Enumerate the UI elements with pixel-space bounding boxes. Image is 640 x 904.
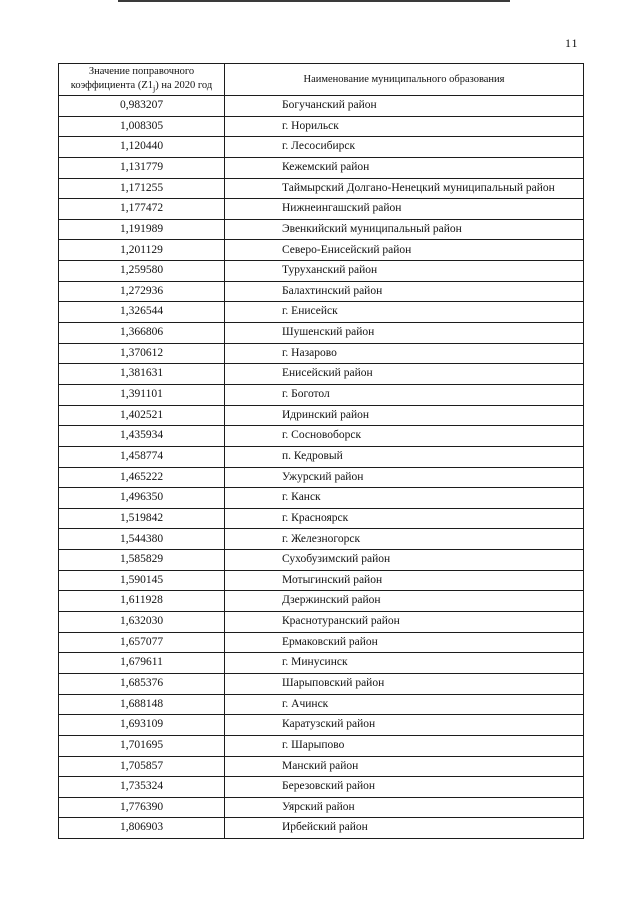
municipality-cell: г. Шарыпово: [225, 735, 584, 756]
municipality-cell: г. Канск: [225, 488, 584, 509]
top-rule-line: [118, 0, 510, 2]
header-coefficient-subscript: j: [153, 83, 156, 93]
table-row: [59, 673, 584, 694]
municipality-cell: г. Назарово: [225, 343, 584, 364]
coefficient-cell: 1,705857: [59, 756, 225, 777]
municipality-cell: г. Боготол: [225, 384, 584, 405]
table-row: [59, 467, 584, 488]
coefficient-cell: 1,458774: [59, 446, 225, 467]
municipality-cell: п. Кедровый: [225, 446, 584, 467]
coefficient-cell: 1,685376: [59, 673, 225, 694]
coefficient-cell: 1,657077: [59, 632, 225, 653]
table-row: [59, 632, 584, 653]
coefficient-cell: 1,688148: [59, 694, 225, 715]
municipality-cell: Сухобузимский район: [225, 550, 584, 571]
municipality-cell: Идринский район: [225, 405, 584, 426]
table-row: [59, 694, 584, 715]
municipality-cell: Мотыгинский район: [225, 570, 584, 591]
coefficient-cell: 1,735324: [59, 777, 225, 798]
table-row: [59, 240, 584, 261]
municipality-cell: г. Сосновоборск: [225, 426, 584, 447]
municipality-cell: г. Железногорск: [225, 529, 584, 550]
coefficient-cell: 1,435934: [59, 426, 225, 447]
coefficient-cell: 1,465222: [59, 467, 225, 488]
municipality-cell: Березовский район: [225, 777, 584, 798]
table-body: [59, 96, 584, 839]
table-row: [59, 116, 584, 137]
coefficient-cell: 1,679611: [59, 653, 225, 674]
coefficient-cell: 1,585829: [59, 550, 225, 571]
table-row: [59, 446, 584, 467]
table-row: [59, 550, 584, 571]
table-row: [59, 157, 584, 178]
table-row: [59, 137, 584, 158]
header-municipality: Наименование муниципального образования: [225, 64, 584, 96]
table-row: [59, 261, 584, 282]
municipality-cell: г. Енисейск: [225, 302, 584, 323]
municipality-cell: Балахтинский район: [225, 281, 584, 302]
coefficient-cell: 1,370612: [59, 343, 225, 364]
municipality-cell: Шарыповский район: [225, 673, 584, 694]
municipality-cell: Северо-Енисейский район: [225, 240, 584, 261]
municipality-cell: Уярский район: [225, 797, 584, 818]
table-row: [59, 323, 584, 344]
municipality-cell: Ужурский район: [225, 467, 584, 488]
coefficient-cell: 1,590145: [59, 570, 225, 591]
header-coefficient: [59, 64, 225, 96]
coefficient-cell: 1,191989: [59, 219, 225, 240]
header-coefficient-line2-prefix: коэффициента (Z1: [70, 79, 153, 91]
table-row: [59, 488, 584, 509]
table-row: [59, 96, 584, 117]
coefficient-cell: 1,632030: [59, 612, 225, 633]
municipality-cell: Дзержинский район: [225, 591, 584, 612]
coefficient-table: [58, 63, 584, 839]
table-row: [59, 818, 584, 839]
municipality-cell: Туруханский район: [225, 261, 584, 282]
table-row: [59, 529, 584, 550]
municipality-cell: Ирбейский район: [225, 818, 584, 839]
table-row: [59, 384, 584, 405]
table-row: [59, 281, 584, 302]
table-row: [59, 302, 584, 323]
municipality-cell: г. Лесосибирск: [225, 137, 584, 158]
municipality-cell: Шушенский район: [225, 323, 584, 344]
table-row: [59, 508, 584, 529]
municipality-cell: Каратузский район: [225, 715, 584, 736]
coefficient-cell: 1,776390: [59, 797, 225, 818]
table-row: [59, 219, 584, 240]
header-coefficient-line2-suffix: ) на 2020 год: [155, 79, 213, 91]
coefficient-cell: 1,544380: [59, 529, 225, 550]
municipality-cell: Таймырский Долгано-Ненецкий муниципальный район: [225, 178, 584, 199]
table-row: [59, 715, 584, 736]
coefficient-cell: 1,402521: [59, 405, 225, 426]
municipality-cell: Манский район: [225, 756, 584, 777]
municipality-cell: Енисейский район: [225, 364, 584, 385]
table-row: [59, 653, 584, 674]
table-row: [59, 612, 584, 633]
table-row: [59, 426, 584, 447]
table-row: [59, 756, 584, 777]
coefficient-cell: 1,496350: [59, 488, 225, 509]
municipality-cell: Ермаковский район: [225, 632, 584, 653]
municipality-cell: Эвенкийский муниципальный район: [225, 219, 584, 240]
coefficient-cell: 1,701695: [59, 735, 225, 756]
coefficient-cell: 1,120440: [59, 137, 225, 158]
table-row: [59, 364, 584, 385]
coefficient-cell: 1,693109: [59, 715, 225, 736]
header-coefficient-line1: Значение поправочного: [88, 66, 195, 78]
table-row: [59, 199, 584, 220]
municipality-cell: Краснотуранский район: [225, 612, 584, 633]
municipality-cell: г. Ачинск: [225, 694, 584, 715]
municipality-cell: г. Красноярск: [225, 508, 584, 529]
table-header-row: [59, 64, 584, 96]
coefficient-cell: 1,171255: [59, 178, 225, 199]
coefficient-cell: 1,381631: [59, 364, 225, 385]
coefficient-cell: 1,519842: [59, 508, 225, 529]
coefficient-cell: 1,806903: [59, 818, 225, 839]
coefficient-cell: 1,272936: [59, 281, 225, 302]
table-row: [59, 343, 584, 364]
table-row: [59, 570, 584, 591]
coefficient-cell: 0,983207: [59, 96, 225, 117]
coefficient-cell: 1,177472: [59, 199, 225, 220]
municipality-cell: г. Минусинск: [225, 653, 584, 674]
coefficient-cell: 1,259580: [59, 261, 225, 282]
municipality-cell: г. Норильск: [225, 116, 584, 137]
table-row: [59, 777, 584, 798]
municipality-cell: Нижнеингашский район: [225, 199, 584, 220]
table-row: [59, 178, 584, 199]
municipality-cell: Кежемский район: [225, 157, 584, 178]
coefficient-cell: 1,008305: [59, 116, 225, 137]
coefficient-cell: 1,611928: [59, 591, 225, 612]
page-number: 11: [565, 36, 579, 50]
table-row: [59, 735, 584, 756]
coefficient-cell: 1,391101: [59, 384, 225, 405]
coefficient-cell: 1,201129: [59, 240, 225, 261]
coefficient-cell: 1,131779: [59, 157, 225, 178]
table-row: [59, 405, 584, 426]
coefficient-cell: 1,366806: [59, 323, 225, 344]
coefficient-cell: 1,326544: [59, 302, 225, 323]
municipality-cell: Богучанский район: [225, 96, 584, 117]
table-row: [59, 591, 584, 612]
table-row: [59, 797, 584, 818]
